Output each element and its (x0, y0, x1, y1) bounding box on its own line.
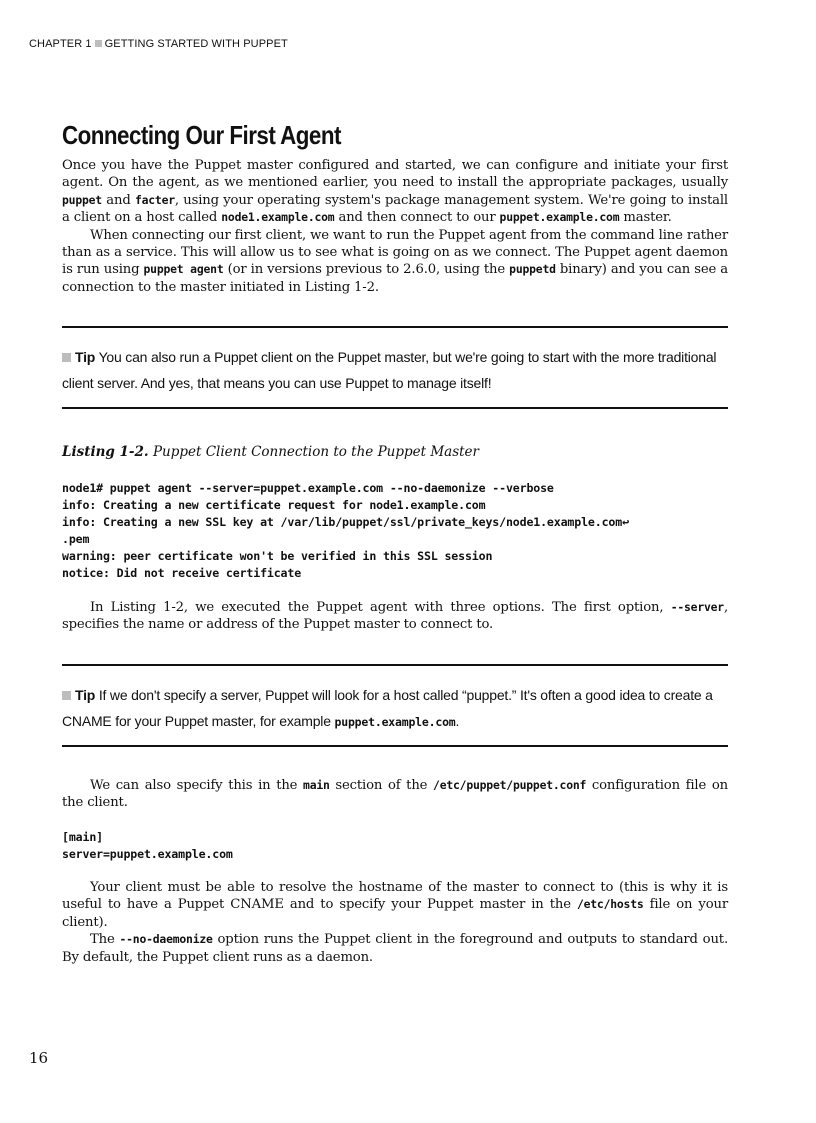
config-text (62, 777, 728, 812)
closing-text (62, 879, 728, 966)
chapter-label: CHAPTER 1 (29, 38, 92, 50)
paragraph-5: Your client must be able to resolve the hostname of the master to connect to (this is why it is useful to have a Puppet CNAME and to specify your Puppet master in the /etc/hosts file on your client). (62, 880, 728, 930)
chapter-title: GETTING STARTED WITH PUPPET (104, 38, 288, 50)
inline-code: node1.example.com (221, 210, 335, 225)
options-text (62, 599, 728, 634)
listing-caption (62, 444, 479, 460)
code-line: server=puppet.example.com (62, 847, 233, 862)
square-bullet-icon (62, 691, 71, 700)
running-head (29, 38, 288, 50)
tip-text: You can also run a Puppet client on the Puppet master, but we're going to start with the more traditional client server. And yes, that means you can use Puppet to manage itself! (62, 349, 717, 391)
code-line: notice: Did not receive certificate (62, 566, 302, 581)
divider (62, 407, 728, 409)
code-listing (62, 480, 629, 583)
paragraph-6: The --no-daemonize option runs the Puppet client in the foreground and outputs to standard out. By default, the Puppet client runs as a daemon. (62, 932, 728, 965)
code-line: [main] (62, 830, 103, 844)
inline-code: /etc/puppet/puppet.conf (433, 778, 587, 792)
listing-label: Listing 1-2. (62, 444, 149, 460)
inline-code: /etc/hosts (576, 897, 644, 912)
paragraph-2: When connecting our first client, we want to run the Puppet agent from the command line rather than as a service. This will allow us to see what is going on as we connect. The Puppet agent daemon is run using puppet agent (or in versions previous to 2.6.0, using the puppetd binary) and you can see a connection to the master initiated in Listing 1-2. (62, 227, 728, 295)
inline-code: main (303, 778, 330, 792)
tip-label: Tip (75, 349, 96, 365)
inline-code: puppet agent (143, 262, 224, 277)
page-number: 16 (29, 1049, 49, 1067)
divider (62, 326, 728, 328)
code-line: warning: peer certificate won't be verified in this SSL session (62, 549, 493, 564)
config-code (62, 829, 233, 863)
inline-code: facter (134, 192, 175, 207)
paragraph-1: Once you have the Puppet master configured and started, we can configure and initiate your first agent. On the agent, as we mentioned earlier, you need to install the appropriate packages, usually puppet and facter, using your operating system's package management system. We're going to install a client on a host called node1.example.com and then connect to our puppet.example.com master. (62, 158, 728, 226)
divider (62, 745, 728, 747)
inline-code: puppetd (509, 262, 556, 277)
paragraph-4: We can also specify this in the main section of the /etc/puppet/puppet.conf configuration file on the client. (62, 778, 728, 811)
tip-box: Tip If we don't specify a server, Puppet will look for a host called “puppet.” It's often a good idea to create a CNAME for your Puppet master, for example puppet.example.com. (62, 687, 713, 729)
inline-code: --no-daemonize (119, 932, 213, 947)
inline-code: puppet.example.com (499, 210, 620, 225)
section-heading: Connecting Our First Agent (62, 120, 341, 150)
inline-code: --server (670, 600, 724, 614)
tip-box (62, 344, 728, 396)
code-line: .pem (62, 532, 90, 547)
inline-code: puppet.example.com (334, 715, 456, 729)
line-wrap-icon: ↩ (622, 515, 630, 530)
listing-title: Puppet Client Connection to the Puppet Master (152, 444, 480, 460)
inline-code: puppet (62, 192, 102, 207)
square-bullet-icon (95, 40, 102, 47)
square-bullet-icon (62, 353, 71, 362)
intro-text (62, 157, 728, 296)
code-line: node1# puppet agent --server=puppet.example.com --no-daemonize --verbose (62, 481, 554, 495)
tip-label: Tip (75, 687, 96, 703)
paragraph-3: In Listing 1-2, we executed the Puppet agent with three options. The first option, --server, specifies the name or address of the Puppet master to connect to. (62, 600, 728, 633)
code-line: info: Creating a new certificate request for node1.example.com (62, 498, 486, 513)
divider (62, 664, 728, 666)
code-line: info: Creating a new SSL key at /var/lib/puppet/ssl/private_keys/node1.example.com (62, 515, 623, 530)
